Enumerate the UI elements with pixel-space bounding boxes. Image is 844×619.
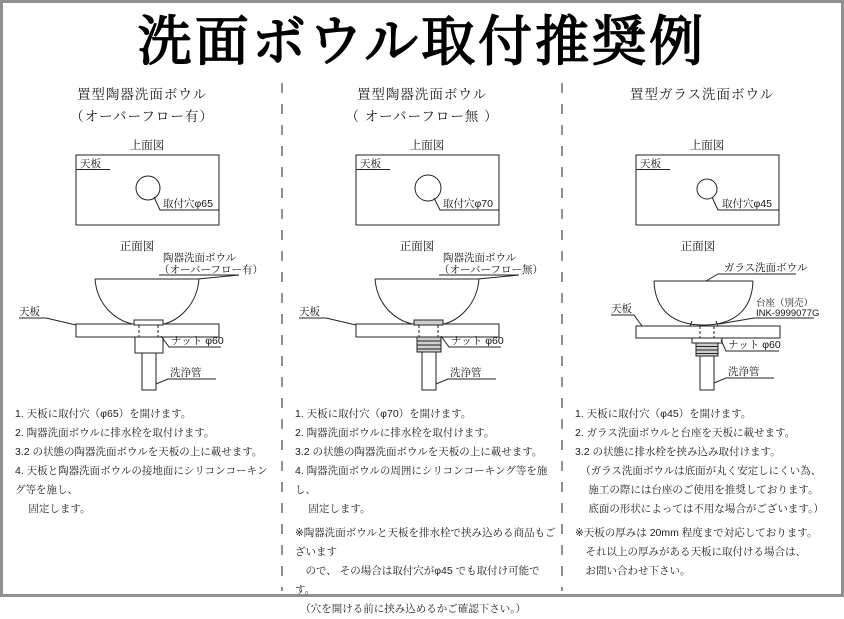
column-header-line1: 置型陶器洗面ボウル (356, 87, 488, 102)
countertop-label: 天板 (19, 306, 40, 318)
step-line: 3.2 の状態の陶器洗面ボウルを天板の上に載せます。 (295, 446, 543, 458)
column-ceramic-no-overflow (283, 81, 561, 615)
top-view-title: 上面図 (689, 140, 725, 152)
step-line: 2. 陶器洗面ボウルに排水栓を取付けます。 (15, 427, 215, 439)
pipe-leader-line (436, 379, 496, 384)
columns-container (3, 81, 841, 615)
installation-steps (285, 405, 559, 519)
step-line: （ガラス洗面ボウルは底面が丸く安定しにくい為、 (575, 465, 822, 477)
pedestal-label-line1: 台座（別売） (756, 298, 814, 309)
column-header (5, 81, 279, 133)
installation-steps (5, 405, 279, 519)
column-header-line2: （ オーバーフロー無 ） (345, 109, 499, 124)
mounting-hole-label: 取付穴φ65 (163, 198, 213, 210)
drain-pipe (422, 352, 436, 390)
mounting-hole-label: 取付穴φ70 (443, 198, 493, 210)
drain-flange (692, 338, 722, 343)
top-view-diagram (6, 133, 278, 233)
countertop-label: 天板 (80, 158, 101, 170)
drain-pipe (700, 356, 714, 390)
front-view-title: 正面図 (399, 241, 435, 253)
drain-flange (134, 320, 163, 325)
countertop-leader-line (19, 318, 76, 325)
countertop-label: 天板 (640, 158, 661, 170)
bowl-outline (654, 281, 753, 325)
pedestal-label-line2: INK-9999077G (756, 308, 820, 319)
front-view-diagram (566, 233, 838, 393)
step-line: 1. 天板に取付穴（φ45）を開けます。 (575, 408, 752, 420)
step-line: 1. 天板に取付穴（φ70）を開けます。 (295, 408, 472, 420)
countertop-label: 天板 (360, 158, 381, 170)
column-header (565, 81, 839, 133)
bowl-outline (95, 279, 199, 325)
pipe-label: 洗浄管 (728, 366, 760, 378)
pipe-leader-line (714, 378, 774, 383)
installation-steps (565, 405, 839, 519)
front-view-title: 正面図 (119, 241, 155, 253)
countertop-label: 天板 (611, 303, 632, 315)
column-header-line2: （オーバーフロー有） (70, 109, 214, 124)
bowl-leader-line (706, 274, 796, 281)
note-line: お問い合わせ下さい。 (575, 565, 691, 577)
installation-notes (285, 524, 559, 619)
bowl-label-line1: 陶器洗面ボウル (443, 252, 517, 264)
top-view-diagram (566, 133, 838, 233)
note-line: ※陶器洗面ボウルと天板を排水栓で挟み込める商品もございます (295, 527, 556, 558)
top-view-title: 上面図 (129, 140, 165, 152)
column-header-line1: 置型陶器洗面ボウル (76, 87, 208, 102)
step-line: 3.2 の状態に排水栓を挟み込み取付けます。 (575, 446, 781, 458)
mounting-hole-circle (697, 179, 717, 199)
column-glass (563, 81, 841, 591)
step-line: 固定します。 (295, 503, 371, 515)
nut-threaded (696, 343, 718, 356)
bowl-label-line1: 陶器洗面ボウル (163, 252, 237, 264)
nut-label: ナット φ60 (451, 335, 504, 347)
note-line: ※天板の厚みは 20mm 程度まで対応しております。 (575, 527, 818, 539)
front-view-diagram (6, 233, 278, 393)
front-view-title: 正面図 (680, 241, 716, 253)
nut-label: ナット φ60 (171, 335, 224, 347)
bowl-label-line2: （オーバーフロー有） (159, 264, 263, 276)
countertop-bar (636, 326, 780, 338)
column-header (285, 81, 559, 133)
countertop-leader-line (299, 318, 356, 325)
nut (135, 337, 163, 353)
drain-flange (414, 320, 443, 325)
top-view-diagram (286, 133, 558, 233)
drain-pipe (142, 353, 156, 390)
step-line: 4. 天板と陶器洗面ボウルの接地面にシリコンコーキング等を施し、 (15, 465, 268, 496)
step-line: 2. 陶器洗面ボウルに排水栓を取付けます。 (295, 427, 495, 439)
step-line: 固定します。 (15, 503, 91, 515)
pipe-label: 洗浄管 (450, 367, 482, 379)
note-line: それ以上の厚みがある天板に取付ける場合は、 (575, 546, 806, 558)
step-line: 4. 陶器洗面ボウルの周囲にシリコンコーキング等を施し、 (295, 465, 548, 496)
column-header-line1: 置型ガラス洗面ボウル (629, 87, 775, 102)
top-view-title: 上面図 (409, 140, 445, 152)
column-ceramic-overflow (3, 81, 281, 591)
bowl-label: ガラス洗面ボウル (724, 262, 808, 274)
note-line: （穴を開ける前に挟み込めるかご確認下さい。） (295, 603, 526, 615)
step-line: 施工の際には台座のご使用を推奨しております。 (575, 484, 819, 496)
page-title: 洗面ボウル取付推奨例 (137, 12, 707, 72)
mounting-hole-circle (136, 176, 160, 200)
installation-notes (565, 524, 839, 581)
bowl-label-line2: （オーバーフロー無） (439, 264, 543, 276)
nut-label: ナット φ60 (728, 339, 781, 351)
pipe-label: 洗浄管 (170, 367, 202, 379)
nut-threaded (417, 337, 441, 352)
step-line: 1. 天板に取付穴（φ65）を開けます。 (15, 408, 192, 420)
step-line: 3.2 の状態の陶器洗面ボウルを天板の上に載せます。 (15, 446, 263, 458)
pipe-leader-line (156, 379, 216, 384)
note-line: ので、 その場合は取付穴がφ45 でも取付け可能です。 (295, 565, 540, 596)
mounting-hole-circle (415, 175, 441, 201)
mounting-hole-label: 取付穴φ45 (722, 198, 772, 210)
front-view-diagram (286, 233, 558, 393)
countertop-label: 天板 (299, 306, 320, 318)
bowl-outline (375, 279, 479, 325)
step-line: 底面の形状によっては不用な場合がございます。） (575, 503, 824, 515)
countertop-leader-line (611, 315, 642, 326)
step-line: 2. ガラス洗面ボウルと台座を天板に載せます。 (575, 427, 796, 439)
